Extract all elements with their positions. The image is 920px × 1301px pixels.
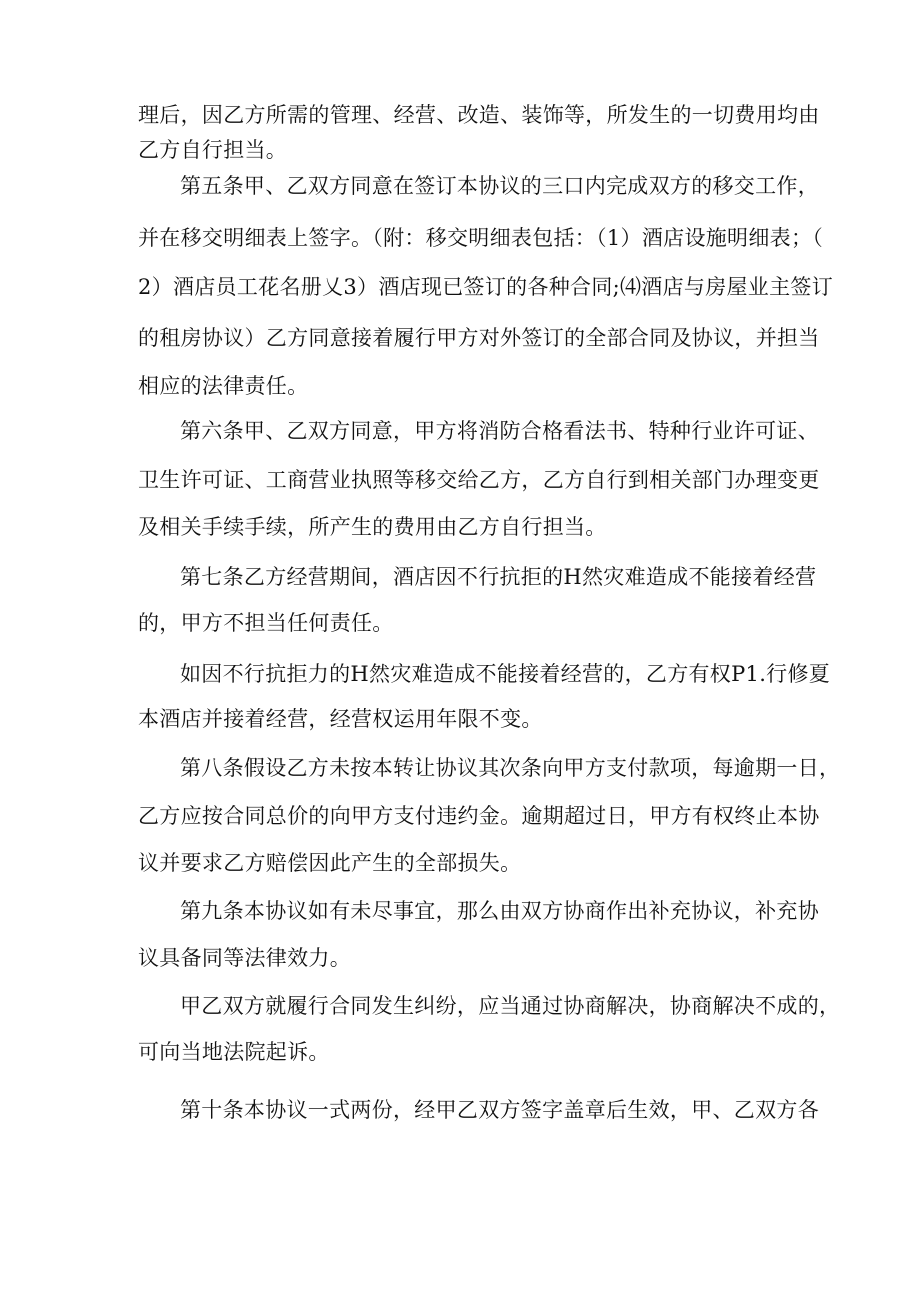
text-line: 乙方应按合同总价的向甲方支付违约金。逾期超过日，甲方有权终止本协 [138, 804, 820, 828]
paragraph-start-article-9: 第九条本协议如有未尽事宜，那么由双方协商作出补充协议，补充协 [180, 899, 819, 923]
text-line: 可向当地法院起诉。 [138, 1040, 330, 1064]
text-line: 2）酒店员工花名册乂3）酒店现已签订的各种合同;⑷酒店与房屋业主签订 [138, 275, 833, 299]
text-line: 并在移交明细表上签字。（附：移交明细表包括：（1）酒店设施明细表；（ [138, 226, 824, 250]
text-line: 乙方自行担当。 [138, 138, 288, 162]
paragraph-start-article-5: 第五条甲、乙双方同意在签订本协议的三口内完成双方的移交工作， [180, 174, 819, 198]
text-line: 的，甲方不担当任何责任。 [138, 611, 394, 635]
paragraph-start-article-8: 第八条假设乙方未按本转让协议其次条向甲方支付款项，每逾期一日， [180, 756, 841, 780]
text-line: 相应的法律责任。 [138, 374, 309, 398]
text-line: 及相关手续手续，所产生的费用由乙方自行担当。 [138, 515, 607, 539]
text-line: 议具备同等法律效力。 [138, 946, 351, 970]
text-line: 理后，因乙方所需的管理、经营、改造、装饰等，所发生的一切费用均由 [138, 103, 820, 127]
text-line: 的租房协议）乙方同意接着履行甲方对外签订的全部合同及协议，并担当 [138, 326, 820, 350]
text-line: 卫生许可证、工商营业执照等移交给乙方，乙方自行到相关部门办理变更 [138, 468, 820, 492]
paragraph-start: 如因不行抗拒力的H然灾难造成不能接着经营的，乙方有权P1.行修夏 [180, 662, 831, 686]
text-line: 议并要求乙方赔偿因此产生的全部损失。 [138, 851, 522, 875]
text-line: 本酒店并接着经营，经营权运用年限不变。 [138, 707, 543, 731]
paragraph-start-article-7: 第七条乙方经营期间，酒店因不行抗拒的H然灾难造成不能接着经营 [180, 565, 817, 589]
paragraph-start-article-6: 第六条甲、乙双方同意，甲方将消防合格看法书、特种行业许可证、 [180, 419, 819, 443]
paragraph-start: 甲乙双方就履行合同发生纠纷，应当通过协商解决，协商解决不成的， [180, 994, 841, 1018]
paragraph-start-article-10: 第十条本协议一式两份，经甲乙双方签字盖章后生效，甲、乙双方各 [180, 1098, 819, 1122]
